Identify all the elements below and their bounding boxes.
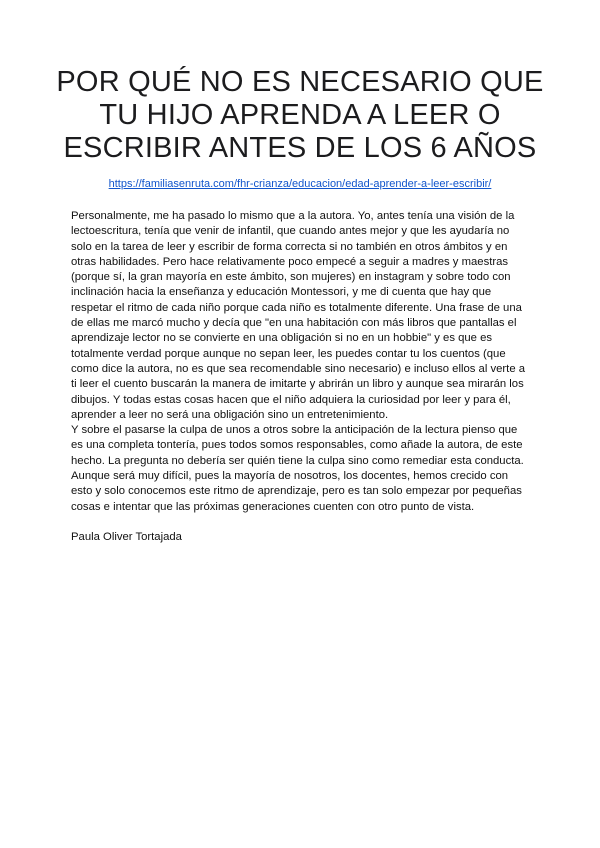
source-link[interactable]: https://familiasenruta.com/fhr-crianza/educacion/edad-aprender-a-leer-escribir/ — [108, 178, 492, 190]
title-line-1: POR QUÉ NO ES NECESARIO QUE — [56, 66, 544, 98]
document-title — [55, 66, 545, 165]
source-link-row — [55, 174, 545, 192]
title-line-3: ESCRIBIR ANTES DE LOS 6 AÑOS — [63, 132, 537, 164]
paragraph-2: Y sobre el pasarse la culpa de unos a otros sobre la anticipación de la lectura pienso que es una completa tontería, pues todos somos responsables, como añade la autora, de este hecho. La pregunta no debería ser quién tiene la culpa sino como remediar esta conducta. Aunque será muy difícil, pues la mayoría de nosotros, los docentes, hemos crecido con esto y solo conocemos este ritmo de aprendizaje, pero es tan solo empezar por pequeñas cosas e intentar que las próximas generaciones cuenten con otro punto de vista. — [71, 424, 524, 513]
title-line-2: TU HIJO APRENDA A LEER O — [99, 99, 501, 131]
author-name: Paula Oliver Tortajada — [71, 530, 182, 543]
paragraph-1: Personalmente, me ha pasado lo mismo que a la autora. Yo, antes tenía una visión de la lectoescritura, tenía que venir de infantil, que cuando antes mejor y que les ayudaría no solo en la tarea de leer y escribir de forma correcta si no también en otros ámbitos y en otras habilidades. Pero hace relativamente poco empecé a seguir a madres y maestras (porque sí, la gran mayoría en este ámbito, son mujeres) en instagram y sobre todo con inclinación hacia la enseñanza y educación Montessori, y me di cuenta que hay que respetar el ritmo de cada niño porque cada niño es totalmente diferente. Una frase de una de ellas me marcó mucho y decía que "en una habitación con más libros que pantallas el aprendizaje lector no se convierte en una obligación si no en un hobbie" y es que es totalmente verdad porque aunque no sepan leer, les puedes contar tu los cuentos (que como dice la autora, no es que sea recomendable sino necesario) e incluso ellos al verte a ti leer el cuento buscarán la manera de imitarte y abrirán un libro y aunque sea mirarán los dibujos. Y todas estas cosas hacen que el niño adquiera la curiosidad por leer y para él, aprender a leer no será una obligación sino un entretenimiento. — [71, 210, 526, 421]
document-body — [55, 209, 545, 545]
